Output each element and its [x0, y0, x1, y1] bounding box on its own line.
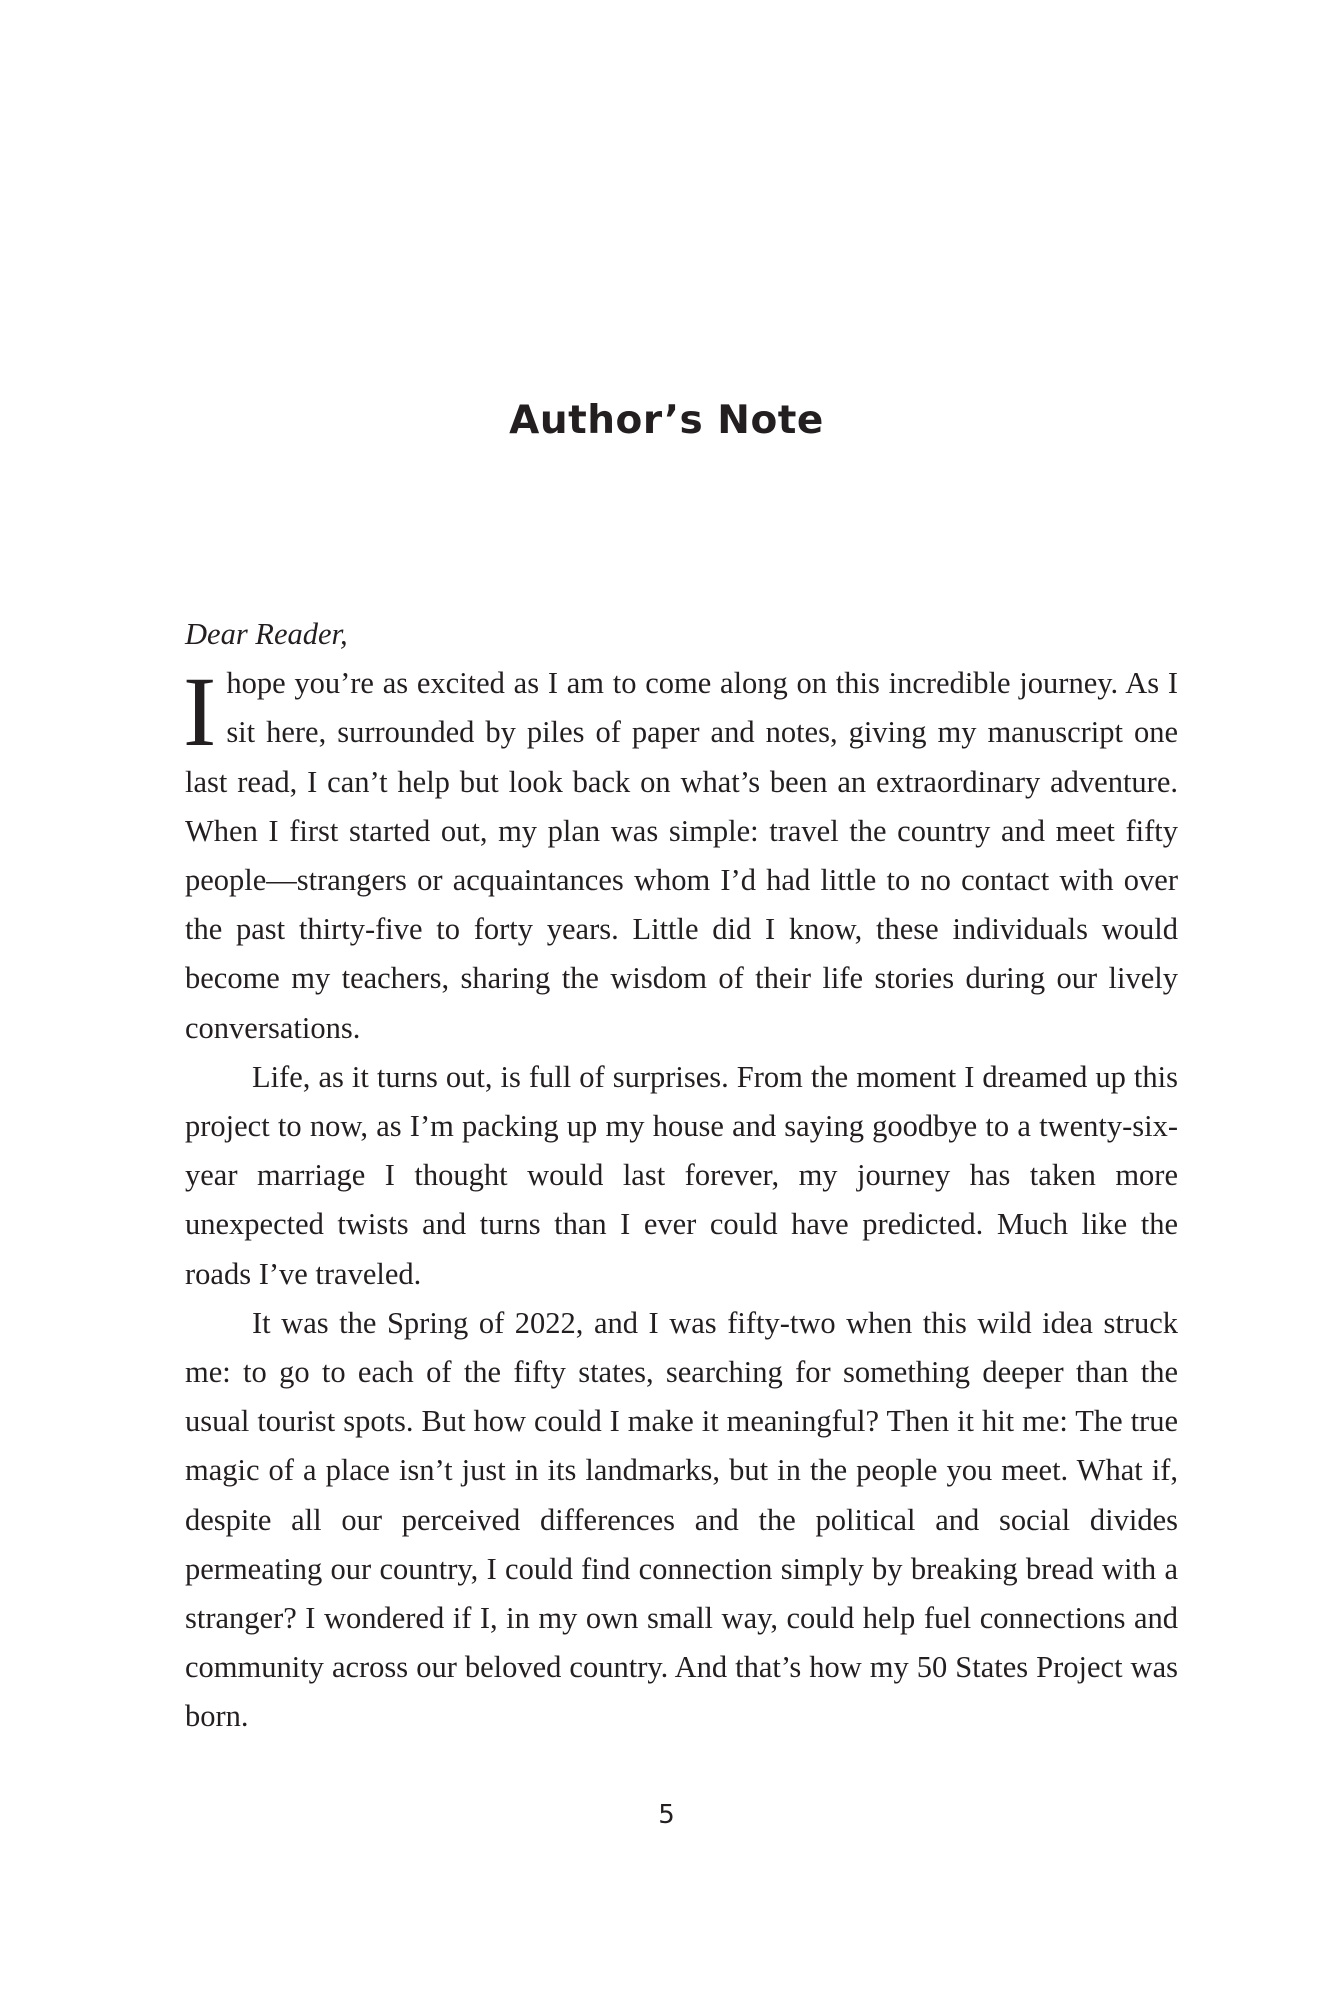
paragraph-2: Life, as it turns out, is full of surprises. From the moment I dreamed up this project to now, as I’m packing up my house and saying goodbye to a twenty-six-year marriage I thought would last forever, my journey has taken more unexpected twists and turns than I ever could have predicted. Much like the roads I’ve traveled. [185, 1059, 1178, 1291]
paragraph-1-text: hope you’re as excited as I am to come along on this incredible journey. As I sit here, surrounded by piles of paper and notes, giving my manuscript one last read, I can’t help but look back on what’s been an extraordinary adventure. When I first started out, my plan was simple: travel the country and meet fifty people—strangers or acquaintances whom I’d had little to no contact with over the past thirty-five to forty years. Little did I know, these individuals would become my teachers, sharing the wisdom of their life stories during our lively conversations. [185, 666, 1178, 1045]
drop-cap: I [183, 656, 217, 768]
paragraph-3: It was the Spring of 2022, and I was fifty-two when this wild idea struck me: to go to each of the fifty states, searching for something deeper than the usual tourist spots. But how could I make it meaningful? Then it hit me: The true magic of a place isn’t just in its landmarks, but in the people you meet. What if, despite all our perceived differences and the political and social divides permeating our country, I could find connection simply by breaking bread with a stranger? I wondered if I, in my own small way, could help fuel connections and community across our beloved country. And that’s how my 50 States Project was born. [185, 1305, 1178, 1734]
chapter-title: Author’s Note [509, 398, 824, 443]
page-number: 5 [658, 1800, 675, 1830]
salutation: Dear Reader, [185, 617, 348, 651]
paragraph-1 [183, 656, 1178, 1053]
letter-body [185, 610, 1178, 1742]
